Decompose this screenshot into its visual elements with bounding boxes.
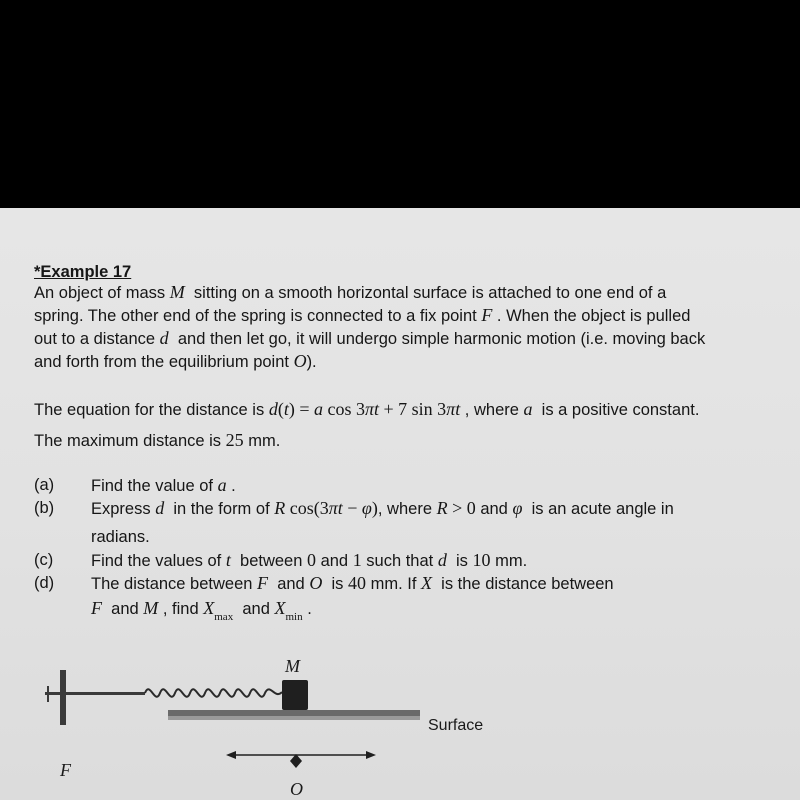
surface-label: Surface	[428, 717, 484, 734]
part-b-label: (b)	[34, 499, 55, 517]
part-a-label: (a)	[34, 476, 55, 494]
equation-line: The equation for the distance is d(t) = a cos 3πt + 7 sin 3πt , where a is a positive constant.	[34, 399, 700, 419]
intro-line-1: An object of mass M sitting on a smooth horizontal surface is attached to one end of a	[34, 282, 667, 302]
mass-label: M	[285, 656, 300, 676]
max-distance-line: The maximum distance is 25 mm.	[34, 430, 281, 450]
intro-line-3: out to a distance d and then let go, it will undergo simple harmonic motion (i.e. moving back	[34, 328, 706, 348]
part-a-text: Find the value of a .	[91, 475, 236, 495]
spring-coil	[145, 689, 282, 697]
part-d-text: The distance between F and O is 40 mm. If X is the distance between	[91, 573, 614, 593]
part-d-label: (d)	[34, 574, 55, 592]
part-d-text-cont: F and M , find $X_{max}$ and $X_{min}$ .	[91, 598, 312, 623]
equilibrium-label: O	[290, 779, 303, 799]
mass-block	[282, 680, 308, 710]
equilibrium-marker	[290, 754, 302, 768]
spring-mass-diagram	[0, 640, 800, 800]
part-c-text: Find the values of t between 0 and 1 such that d is 10 mm.	[91, 550, 528, 570]
fixed-point-label: F	[60, 760, 71, 780]
part-c-label: (c)	[34, 551, 54, 569]
part-b-text-cont: radians.	[91, 528, 150, 546]
intro-line-4: and forth from the equilibrium point O).	[34, 351, 317, 371]
part-b-text: Express d in the form of R cos(3πt − φ), where R > 0 and φ is an acute angle in	[91, 498, 674, 518]
worksheet-page	[0, 208, 800, 800]
example-title: *Example 17	[34, 263, 132, 281]
spring-rod	[45, 692, 145, 695]
intro-line-2: spring. The other end of the spring is connected to a fix point F . When the object is pulled	[34, 305, 691, 325]
surface	[168, 710, 420, 716]
fixed-wall	[60, 670, 66, 725]
